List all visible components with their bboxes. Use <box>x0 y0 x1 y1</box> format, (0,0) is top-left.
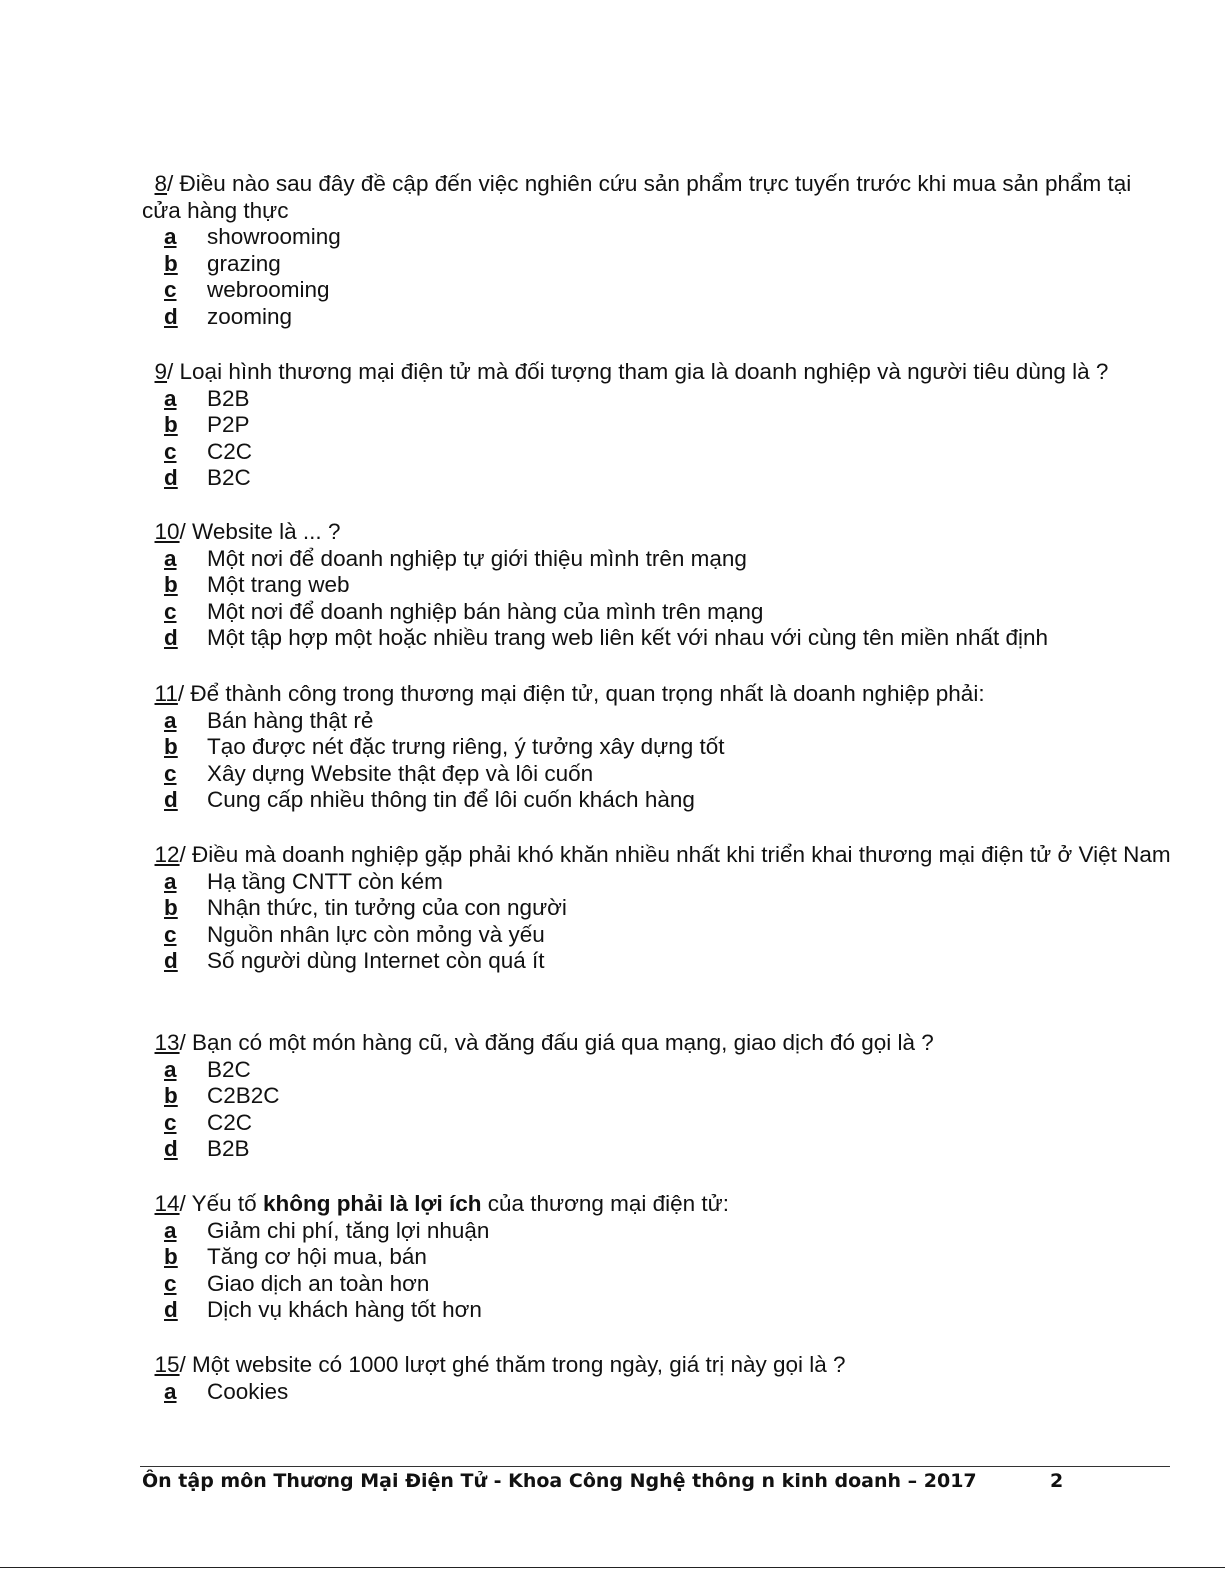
option-b <box>164 1244 1172 1271</box>
question-15 <box>142 1352 1172 1405</box>
option-b <box>164 895 1172 922</box>
option-text: Một trang web <box>207 572 350 597</box>
option-letter: a <box>164 385 177 411</box>
question-8 <box>142 171 1172 330</box>
option-letter: d <box>164 1297 178 1322</box>
option-text: B2C <box>207 465 251 490</box>
question-number: 8 <box>154 171 168 196</box>
option-a <box>164 1057 1172 1084</box>
option-letter: a <box>164 545 177 571</box>
option-text: Xây dựng Website thật đẹp và lôi cuốn <box>207 760 594 786</box>
option-letter: c <box>164 921 177 947</box>
option-text: Hạ tầng CNTT còn kém <box>207 868 443 894</box>
option-letter: c <box>164 1109 177 1135</box>
option-text: Một nơi để doanh nghiệp bán hàng của mình trên mạng <box>207 598 764 624</box>
option-text: Cookies <box>207 1378 289 1404</box>
option-text: Tăng cơ hội mua, bán <box>207 1244 427 1269</box>
question-body: / Website là ... ? <box>179 519 341 544</box>
page-footer: Ôn tập môn Thương Mại Điện Tử - Khoa Công Nghệ thông n kinh doanh – 2017 <box>142 1470 977 1492</box>
question-body: / Loại hình thương mại điện tử mà đối tượng tham gia là doanh nghiệp và người tiêu dùng là ? <box>167 359 1109 384</box>
question-text <box>142 171 1172 224</box>
option-d <box>164 1297 1172 1324</box>
option-c <box>164 277 1172 304</box>
question-text <box>142 1030 1172 1057</box>
option-a <box>164 546 1172 573</box>
question-number: 13 <box>154 1030 180 1055</box>
option-letter: d <box>164 787 178 812</box>
option-letter: d <box>164 465 178 490</box>
option-letter: b <box>164 734 178 759</box>
question-body: / Điều mà doanh nghiệp gặp phải khó khăn nhiều nhất khi triển khai thương mại điện tử ở Việt Nam <box>179 842 1171 867</box>
question-14 <box>142 1191 1172 1324</box>
question-number: 10 <box>154 519 180 544</box>
option-text: webrooming <box>207 277 330 302</box>
question-number: 9 <box>154 359 168 384</box>
question-text <box>142 519 1172 546</box>
option-b <box>164 1083 1172 1110</box>
option-b <box>164 412 1172 439</box>
option-letter: d <box>164 625 178 650</box>
option-letter: c <box>164 438 177 464</box>
option-text: Cung cấp nhiều thông tin để lôi cuốn khách hàng <box>207 787 695 812</box>
question-body: / Bạn có một món hàng cũ, và đăng đấu giá qua mạng, giao dịch đó gọi là ? <box>179 1030 934 1055</box>
question-body: / Điều nào sau đây đề cập đến việc nghiên cứu sản phẩm trực tuyến trước khi mua sản phẩm tại cửa hàng thực <box>142 171 1132 223</box>
option-letter: b <box>164 412 178 437</box>
question-13 <box>142 1030 1172 1163</box>
option-text: Một nơi để doanh nghiệp tự giới thiệu mình trên mạng <box>207 545 747 571</box>
option-letter: b <box>164 572 178 597</box>
question-text <box>142 681 1172 708</box>
option-letter: a <box>164 707 177 733</box>
option-c <box>164 439 1172 466</box>
option-text: C2C <box>207 438 253 464</box>
option-letter: a <box>164 1056 177 1082</box>
option-text: B2C <box>207 1056 251 1082</box>
question-number: 11 <box>154 681 178 706</box>
option-b <box>164 251 1172 278</box>
option-text: zooming <box>207 303 293 329</box>
question-12 <box>142 842 1172 975</box>
question-number: 15 <box>154 1352 180 1377</box>
option-text: Số người dùng Internet còn quá ít <box>207 948 545 973</box>
option-a <box>164 708 1172 735</box>
option-letter: a <box>164 1217 177 1243</box>
option-b <box>164 572 1172 599</box>
option-letter: c <box>164 1270 177 1296</box>
option-c <box>164 922 1172 949</box>
option-text: P2P <box>207 412 250 437</box>
option-letter: d <box>164 303 178 329</box>
option-letter: a <box>164 224 177 249</box>
option-text: showrooming <box>207 224 341 249</box>
option-letter: b <box>164 1083 178 1108</box>
question-text <box>142 1352 1172 1379</box>
option-text: B2B <box>207 1136 250 1161</box>
question-body: / Để thành công trong thương mại điện tử, quan trọng nhất là doanh nghiệp phải: <box>177 681 985 706</box>
option-d <box>164 625 1172 652</box>
option-letter: d <box>164 1136 178 1161</box>
question-10 <box>142 519 1172 652</box>
option-text: Nguồn nhân lực còn mỏng và yếu <box>207 921 545 947</box>
option-c <box>164 761 1172 788</box>
option-text: B2B <box>207 385 250 411</box>
option-text: Tạo được nét đặc trưng riêng, ý tưởng xây dựng tốt <box>207 734 725 759</box>
question-text <box>142 1191 1172 1218</box>
option-letter: b <box>164 250 178 276</box>
question-body-before: / Yếu tố <box>179 1191 263 1216</box>
option-c <box>164 599 1172 626</box>
question-body-emphasis: không phải là lợi ích <box>262 1191 482 1216</box>
page-number: 2 <box>1050 1470 1064 1492</box>
option-d <box>164 787 1172 814</box>
option-text: C2C <box>207 1109 253 1135</box>
option-d <box>164 1136 1172 1163</box>
question-9 <box>142 359 1172 492</box>
option-text: Giao dịch an toàn hơn <box>207 1270 430 1296</box>
option-text: grazing <box>207 250 281 276</box>
option-letter: c <box>164 277 177 302</box>
question-number: 14 <box>154 1191 180 1216</box>
option-letter: c <box>164 760 177 786</box>
footer-divider <box>140 1466 1170 1467</box>
option-letter: b <box>164 1244 178 1269</box>
option-c <box>164 1110 1172 1137</box>
option-c <box>164 1271 1172 1298</box>
option-a <box>164 386 1172 413</box>
option-b <box>164 734 1172 761</box>
page-bottom-border <box>0 1567 1225 1568</box>
option-text: C2B2C <box>207 1083 280 1108</box>
option-letter: c <box>164 598 177 624</box>
question-11 <box>142 681 1172 814</box>
option-a <box>164 224 1172 251</box>
option-text: Nhận thức, tin tưởng của con người <box>207 895 567 920</box>
question-text <box>142 359 1172 386</box>
option-text: Bán hàng thật rẻ <box>207 707 374 733</box>
question-number: 12 <box>154 842 180 867</box>
question-body-after: của thương mại điện tử: <box>481 1191 729 1216</box>
option-text: Giảm chi phí, tăng lợi nhuận <box>207 1217 490 1243</box>
option-a <box>164 869 1172 896</box>
option-letter: b <box>164 895 178 920</box>
option-text: Một tập hợp một hoặc nhiều trang web liên kết với nhau với cùng tên miền nhất định <box>207 625 1049 650</box>
option-letter: a <box>164 1378 177 1404</box>
option-letter: a <box>164 868 177 894</box>
option-d <box>164 304 1172 331</box>
question-text <box>142 842 1172 869</box>
option-d <box>164 948 1172 975</box>
option-a <box>164 1379 1172 1406</box>
question-body: / Một website có 1000 lượt ghé thăm trong ngày, giá trị này gọi là ? <box>179 1352 846 1377</box>
option-a <box>164 1218 1172 1245</box>
option-d <box>164 465 1172 492</box>
option-text: Dịch vụ khách hàng tốt hơn <box>207 1297 482 1322</box>
option-letter: d <box>164 948 178 973</box>
